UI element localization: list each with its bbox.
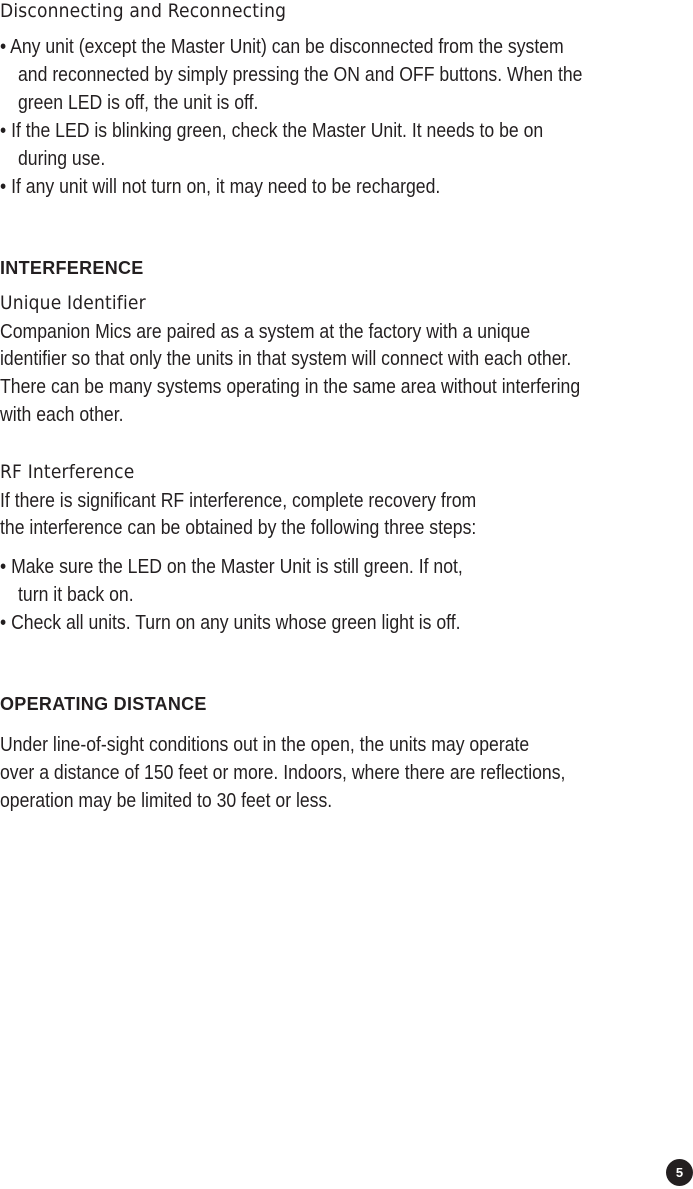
rf-bullet-led-line-2: turn it back on. — [18, 583, 134, 606]
bullet-disconnect-line-3: green LED is off, the unit is off. — [18, 91, 259, 114]
section-subhead-disconnecting: Disconnecting and Reconnecting — [0, 0, 287, 22]
heading-interference: INTERFERENCE — [0, 258, 144, 278]
unique-paragraph-line-2: identifier so that only the units in that system will connect with each other. — [0, 347, 572, 370]
unique-paragraph-line-1: Companion Mics are paired as a system at the factory with a unique — [0, 320, 531, 343]
page-number-badge: 5 — [666, 1159, 693, 1186]
bullet-led-line-2: during use. — [18, 147, 106, 170]
operating-paragraph-line-3: operation may be limited to 30 feet or less. — [0, 789, 333, 812]
operating-paragraph-line-1: Under line-of-sight conditions out in the open, the units may operate — [0, 733, 530, 756]
bullet-led-line-1: • If the LED is blinking green, check the Master Unit. It needs to be on — [0, 119, 544, 142]
unique-paragraph-line-4: with each other. — [0, 403, 124, 426]
bullet-disconnect-line-2: and reconnected by simply pressing the ON and OFF buttons. When the — [18, 63, 583, 86]
rf-paragraph-line-2: the interference can be obtained by the following three steps: — [0, 516, 477, 539]
heading-operating-distance: OPERATING DISTANCE — [0, 694, 207, 714]
rf-paragraph-line-1: If there is significant RF interference, complete recovery from — [0, 489, 477, 512]
subhead-rf-interference: RF Interference — [0, 461, 135, 483]
subhead-unique-identifier: Unique Identifier — [0, 292, 146, 314]
unique-paragraph-line-3: There can be many systems operating in the same area without interfering — [0, 375, 581, 398]
rf-bullet-check-units: • Check all units. Turn on any units whose green light is off. — [0, 611, 461, 634]
bullet-disconnect-line-1: • Any unit (except the Master Unit) can be disconnected from the system — [0, 35, 564, 58]
operating-paragraph-line-2: over a distance of 150 feet or more. Indoors, where there are reflections, — [0, 761, 566, 784]
bullet-recharge-line: • If any unit will not turn on, it may need to be recharged. — [0, 175, 441, 198]
rf-bullet-led-line-1: • Make sure the LED on the Master Unit is still green. If not, — [0, 555, 463, 578]
